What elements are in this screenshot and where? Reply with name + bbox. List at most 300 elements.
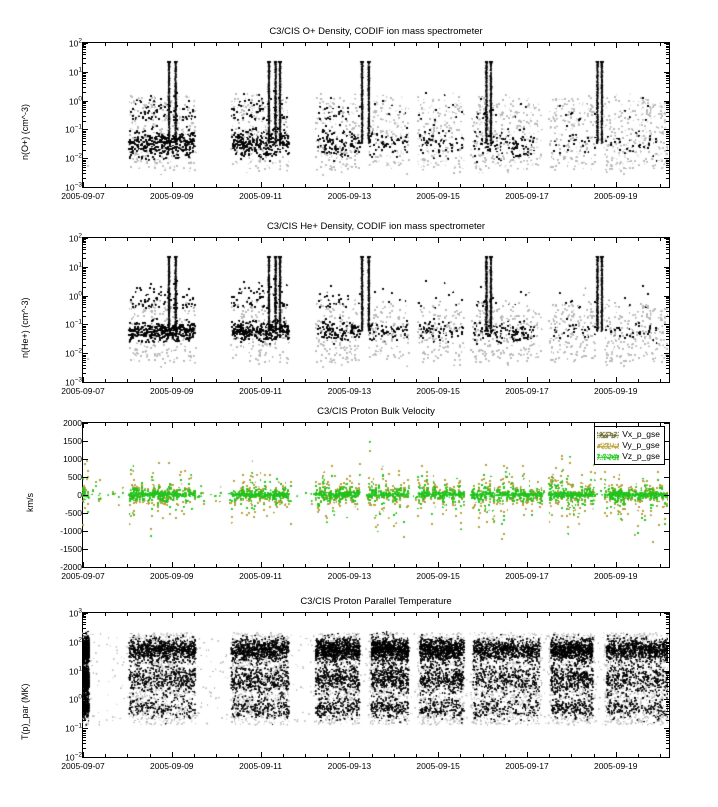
y-minor-tick <box>666 737 669 738</box>
x-minor-tick <box>216 564 217 567</box>
y-minor-tick <box>666 268 669 269</box>
x-minor-tick <box>460 754 461 757</box>
y-minor-tick <box>666 679 669 680</box>
y-minor-tick <box>83 103 86 104</box>
y-minor-tick <box>666 733 669 734</box>
y-minor-tick <box>83 170 86 171</box>
x-minor-tick <box>283 423 284 426</box>
x-minor-tick <box>416 564 417 567</box>
x-minor-tick <box>127 238 128 241</box>
y-minor-tick <box>666 711 669 712</box>
y-minor-tick <box>83 730 86 731</box>
x-minor-tick <box>505 754 506 757</box>
y-minor-tick <box>83 720 86 721</box>
y-tick-mark <box>664 459 669 460</box>
y-minor-tick <box>83 657 86 658</box>
y-minor-tick <box>666 121 669 122</box>
x-minor-tick <box>594 184 595 187</box>
y-minor-tick <box>83 365 86 366</box>
y-minor-tick <box>83 333 86 334</box>
x-tick-label: 2005-09-15 <box>416 386 460 396</box>
x-minor-tick <box>327 613 328 616</box>
y-minor-tick <box>83 731 86 732</box>
y-minor-tick <box>666 677 669 678</box>
y-minor-tick <box>83 662 86 663</box>
y-minor-tick <box>83 307 86 308</box>
x-minor-tick <box>283 613 284 616</box>
y-minor-tick <box>83 733 86 734</box>
y-minor-tick <box>83 362 86 363</box>
x-minor-tick <box>127 613 128 616</box>
y-minor-tick <box>666 80 669 81</box>
axis-label-y-o-plus: n(O+) (cm^-3) <box>20 104 30 160</box>
y-tick-label: $10^{-3}$ <box>65 376 82 388</box>
y-tick-label: $10^{-2}$ <box>65 751 82 763</box>
y-minor-tick <box>83 311 86 312</box>
y-minor-tick <box>83 63 86 64</box>
plot-data-area <box>82 612 668 756</box>
x-minor-tick <box>505 613 506 616</box>
x-minor-tick <box>638 423 639 426</box>
x-minor-tick <box>460 379 461 382</box>
y-tick-mark <box>664 441 669 442</box>
x-minor-tick <box>327 238 328 241</box>
x-tick-mark <box>527 752 528 757</box>
x-tick-mark <box>349 423 350 428</box>
x-tick-label: 2005-09-17 <box>505 191 549 201</box>
x-minor-tick <box>127 184 128 187</box>
x-minor-tick <box>660 43 661 46</box>
y-minor-tick <box>666 253 669 254</box>
x-minor-tick <box>505 379 506 382</box>
y-minor-tick <box>83 673 86 674</box>
y-minor-tick <box>83 75 86 76</box>
x-tick-label: 2005-09-15 <box>416 571 460 581</box>
y-minor-tick <box>666 360 669 361</box>
y-minor-tick <box>666 329 669 330</box>
y-minor-tick <box>666 103 669 104</box>
x-tick-mark <box>616 238 617 243</box>
y-minor-tick <box>666 249 669 250</box>
y-tick-mark <box>83 757 88 758</box>
y-minor-tick <box>666 735 669 736</box>
x-minor-tick <box>460 184 461 187</box>
y-minor-tick <box>666 706 669 707</box>
x-minor-tick <box>150 423 151 426</box>
y-minor-tick <box>83 258 86 259</box>
x-minor-tick <box>105 43 106 46</box>
y-minor-tick <box>83 339 86 340</box>
x-minor-tick <box>483 184 484 187</box>
x-tick-label: 2005-09-19 <box>593 386 638 396</box>
y-minor-tick <box>83 54 86 55</box>
y-minor-tick <box>666 653 669 654</box>
x-minor-tick <box>127 754 128 757</box>
x-minor-tick <box>194 184 195 187</box>
y-minor-tick <box>666 278 669 279</box>
panel-proton-parallel-temperature <box>82 596 670 758</box>
y-minor-tick <box>666 282 669 283</box>
x-tick-mark <box>438 562 439 567</box>
y-minor-tick <box>83 735 86 736</box>
y-minor-tick <box>666 116 669 117</box>
y-minor-tick <box>666 241 669 242</box>
x-minor-tick <box>594 43 595 46</box>
x-tick-mark <box>83 423 84 428</box>
y-tick-mark <box>664 423 669 424</box>
y-minor-tick <box>666 316 669 317</box>
y-minor-tick <box>83 73 86 74</box>
x-tick-mark <box>261 562 262 567</box>
x-tick-mark <box>172 752 173 757</box>
y-minor-tick <box>83 691 86 692</box>
y-minor-tick <box>83 268 86 269</box>
x-tick-mark <box>172 423 173 428</box>
y-minor-tick <box>666 297 669 298</box>
y-minor-tick <box>83 345 86 346</box>
plot-data-area <box>82 422 668 566</box>
y-minor-tick <box>666 75 669 76</box>
y-minor-tick <box>666 47 669 48</box>
x-minor-tick <box>660 379 661 382</box>
x-minor-tick <box>394 613 395 616</box>
x-tick-mark <box>527 377 528 382</box>
y-tick-mark <box>664 757 669 758</box>
y-minor-tick <box>83 107 86 108</box>
x-minor-tick <box>505 423 506 426</box>
y-minor-tick <box>666 616 669 617</box>
x-minor-tick <box>238 613 239 616</box>
y-minor-tick <box>666 163 669 164</box>
plot-data-area <box>82 237 668 381</box>
x-tick-label: 2005-09-17 <box>505 571 549 581</box>
x-minor-tick <box>238 43 239 46</box>
y-minor-tick <box>83 87 86 88</box>
x-minor-tick <box>194 238 195 241</box>
y-minor-tick <box>666 368 669 369</box>
y-tick-mark <box>83 513 88 514</box>
y-minor-tick <box>83 150 86 151</box>
x-minor-tick <box>483 564 484 567</box>
x-minor-tick <box>660 564 661 567</box>
x-tick-label: 2005-09-13 <box>327 571 372 581</box>
x-tick-mark <box>438 377 439 382</box>
y-minor-tick <box>666 46 669 47</box>
y-minor-tick <box>83 298 86 299</box>
x-tick-mark <box>349 613 350 618</box>
x-minor-tick <box>105 564 106 567</box>
x-minor-tick <box>394 43 395 46</box>
x-tick-mark <box>349 752 350 757</box>
y-minor-tick <box>666 105 669 106</box>
y-minor-tick <box>83 740 86 741</box>
y-minor-tick <box>83 112 86 113</box>
y-minor-tick <box>83 52 86 53</box>
y-minor-tick <box>666 614 669 615</box>
y-minor-tick <box>83 653 86 654</box>
x-tick-label: 2005-09-19 <box>593 761 638 771</box>
x-minor-tick <box>327 754 328 757</box>
y-minor-tick <box>83 358 86 359</box>
y-minor-tick <box>666 327 669 328</box>
y-minor-tick <box>666 83 669 84</box>
x-minor-tick <box>305 613 306 616</box>
x-minor-tick <box>460 423 461 426</box>
x-minor-tick <box>216 423 217 426</box>
y-minor-tick <box>83 326 86 327</box>
x-tick-mark <box>616 752 617 757</box>
y-minor-tick <box>83 672 86 673</box>
y-minor-tick <box>666 731 669 732</box>
y-minor-tick <box>666 650 669 651</box>
x-minor-tick <box>549 184 550 187</box>
x-minor-tick <box>194 379 195 382</box>
y-minor-tick <box>666 165 669 166</box>
y-minor-tick <box>83 105 86 106</box>
x-minor-tick <box>194 613 195 616</box>
x-minor-tick <box>594 423 595 426</box>
y-minor-tick <box>83 160 86 161</box>
x-minor-tick <box>372 754 373 757</box>
x-minor-tick <box>305 423 306 426</box>
x-tick-label: 2005-09-13 <box>327 761 372 771</box>
y-tick-label: $10^3$ <box>68 607 82 619</box>
y-minor-tick <box>666 273 669 274</box>
x-minor-tick <box>660 184 661 187</box>
y-minor-tick <box>83 297 86 298</box>
y-minor-tick <box>83 83 86 84</box>
y-minor-tick <box>666 112 669 113</box>
x-tick-mark <box>83 562 84 567</box>
x-minor-tick <box>549 238 550 241</box>
x-minor-tick <box>483 238 484 241</box>
x-tick-mark <box>616 562 617 567</box>
x-minor-tick <box>549 423 550 426</box>
x-tick-mark <box>261 752 262 757</box>
x-minor-tick <box>571 613 572 616</box>
x-tick-mark <box>616 182 617 187</box>
y-minor-tick <box>666 307 669 308</box>
y-minor-tick <box>666 73 669 74</box>
x-minor-tick <box>571 379 572 382</box>
y-minor-tick <box>666 619 669 620</box>
x-minor-tick <box>283 754 284 757</box>
x-tick-mark <box>438 752 439 757</box>
x-minor-tick <box>394 423 395 426</box>
y-minor-tick <box>666 648 669 649</box>
y-minor-tick <box>666 109 669 110</box>
x-minor-tick <box>150 613 151 616</box>
x-tick-label: 2005-09-09 <box>150 386 194 396</box>
x-minor-tick <box>549 379 550 382</box>
y-minor-tick <box>666 300 669 301</box>
y-minor-tick <box>666 160 669 161</box>
y-minor-tick <box>666 682 669 683</box>
x-minor-tick <box>305 379 306 382</box>
y-tick-label: $10^{-1}$ <box>65 722 82 734</box>
panel-title-he-plus: C3/CIS He+ Density, CODIF ion mass spectrometer <box>266 221 486 232</box>
y-tick-label: $10^{-1}$ <box>65 123 82 135</box>
y-tick-mark <box>664 495 669 496</box>
x-minor-tick <box>150 379 151 382</box>
y-minor-tick <box>666 702 669 703</box>
x-tick-mark <box>527 43 528 48</box>
x-minor-tick <box>571 238 572 241</box>
x-minor-tick <box>127 43 128 46</box>
y-minor-tick <box>83 287 86 288</box>
y-minor-tick <box>666 287 669 288</box>
y-tick-label: $10^0$ <box>68 693 82 705</box>
x-minor-tick <box>283 43 284 46</box>
x-minor-tick <box>283 564 284 567</box>
panel-title-o-plus: C3/CIS O+ Density, CODIF ion mass spectrometer <box>269 26 483 37</box>
y-minor-tick <box>666 302 669 303</box>
x-tick-mark <box>349 43 350 48</box>
x-minor-tick <box>638 613 639 616</box>
x-tick-mark <box>616 423 617 428</box>
y-minor-tick <box>83 708 86 709</box>
x-minor-tick <box>372 423 373 426</box>
y-minor-tick <box>666 672 669 673</box>
y-minor-tick <box>666 708 669 709</box>
x-tick-mark <box>616 377 617 382</box>
x-minor-tick <box>594 379 595 382</box>
x-tick-mark <box>172 238 173 243</box>
x-tick-label: 2005-09-07 <box>61 571 105 581</box>
y-tick-mark <box>83 382 88 383</box>
x-minor-tick <box>660 423 661 426</box>
x-minor-tick <box>394 379 395 382</box>
x-minor-tick <box>327 43 328 46</box>
x-minor-tick <box>549 564 550 567</box>
y-minor-tick <box>83 355 86 356</box>
y-minor-tick <box>666 657 669 658</box>
y-minor-tick <box>83 302 86 303</box>
y-minor-tick <box>666 373 669 374</box>
x-minor-tick <box>549 43 550 46</box>
y-minor-tick <box>83 327 86 328</box>
x-minor-tick <box>216 43 217 46</box>
x-minor-tick <box>283 379 284 382</box>
x-tick-label: 2005-09-11 <box>239 761 282 771</box>
y-minor-tick <box>666 730 669 731</box>
y-tick-label: 0 <box>77 490 82 500</box>
y-minor-tick <box>83 132 86 133</box>
x-tick-mark <box>83 182 84 187</box>
legend-swatch-vx <box>597 431 619 439</box>
y-minor-tick <box>83 49 86 50</box>
panel-title-temperature: C3/CIS Proton Parallel Temperature <box>300 596 452 607</box>
x-minor-tick <box>416 379 417 382</box>
x-minor-tick <box>483 43 484 46</box>
y-minor-tick <box>666 628 669 629</box>
x-tick-mark <box>83 238 84 243</box>
y-minor-tick <box>666 170 669 171</box>
y-tick-mark <box>83 441 88 442</box>
y-minor-tick <box>666 63 669 64</box>
y-minor-tick <box>666 645 669 646</box>
y-minor-tick <box>83 136 86 137</box>
y-minor-tick <box>666 258 669 259</box>
panel-proton-bulk-velocity <box>82 406 670 568</box>
y-minor-tick <box>83 165 86 166</box>
y-minor-tick <box>83 131 86 132</box>
y-tick-label: $10^{-3}$ <box>65 181 82 193</box>
x-tick-mark <box>438 613 439 618</box>
y-tick-label: -1500 <box>60 544 82 554</box>
y-minor-tick <box>83 58 86 59</box>
y-minor-tick <box>83 76 86 77</box>
y-minor-tick <box>666 107 669 108</box>
x-tick-mark <box>527 562 528 567</box>
y-minor-tick <box>83 648 86 649</box>
y-minor-tick <box>666 178 669 179</box>
y-minor-tick <box>666 242 669 243</box>
x-tick-mark <box>83 613 84 618</box>
x-minor-tick <box>416 43 417 46</box>
x-tick-mark <box>616 43 617 48</box>
legend-item-vz <box>597 451 660 462</box>
x-minor-tick <box>638 43 639 46</box>
y-minor-tick <box>666 131 669 132</box>
x-minor-tick <box>571 564 572 567</box>
y-minor-tick <box>666 76 669 77</box>
x-tick-mark <box>349 238 350 243</box>
x-minor-tick <box>571 184 572 187</box>
y-minor-tick <box>666 270 669 271</box>
x-tick-mark <box>349 182 350 187</box>
y-minor-tick <box>666 298 669 299</box>
y-minor-tick <box>83 116 86 117</box>
y-minor-tick <box>83 645 86 646</box>
y-minor-tick <box>666 365 669 366</box>
y-minor-tick <box>666 144 669 145</box>
y-minor-tick <box>666 622 669 623</box>
y-minor-tick <box>83 675 86 676</box>
y-minor-tick <box>83 682 86 683</box>
y-minor-tick <box>666 675 669 676</box>
x-minor-tick <box>327 379 328 382</box>
y-minor-tick <box>83 109 86 110</box>
y-minor-tick <box>83 141 86 142</box>
x-minor-tick <box>483 379 484 382</box>
y-tick-label: $10^1$ <box>68 665 82 677</box>
x-minor-tick <box>416 423 417 426</box>
x-minor-tick <box>394 184 395 187</box>
y-minor-tick <box>666 173 669 174</box>
y-minor-tick <box>666 271 669 272</box>
y-tick-label: 1000 <box>63 454 82 464</box>
x-minor-tick <box>150 564 151 567</box>
y-minor-tick <box>83 704 86 705</box>
x-tick-mark <box>438 238 439 243</box>
y-tick-label: $10^2$ <box>68 37 82 49</box>
x-tick-mark <box>261 182 262 187</box>
x-tick-mark <box>172 182 173 187</box>
y-minor-tick <box>83 368 86 369</box>
y-tick-mark <box>83 477 88 478</box>
y-minor-tick <box>666 49 669 50</box>
x-minor-tick <box>194 423 195 426</box>
y-minor-tick <box>666 624 669 625</box>
x-minor-tick <box>638 238 639 241</box>
y-tick-mark <box>83 531 88 532</box>
x-tick-label: 2005-09-19 <box>593 191 638 201</box>
panel-he-plus-density <box>82 221 670 383</box>
x-minor-tick <box>216 379 217 382</box>
y-minor-tick <box>666 141 669 142</box>
x-minor-tick <box>216 613 217 616</box>
